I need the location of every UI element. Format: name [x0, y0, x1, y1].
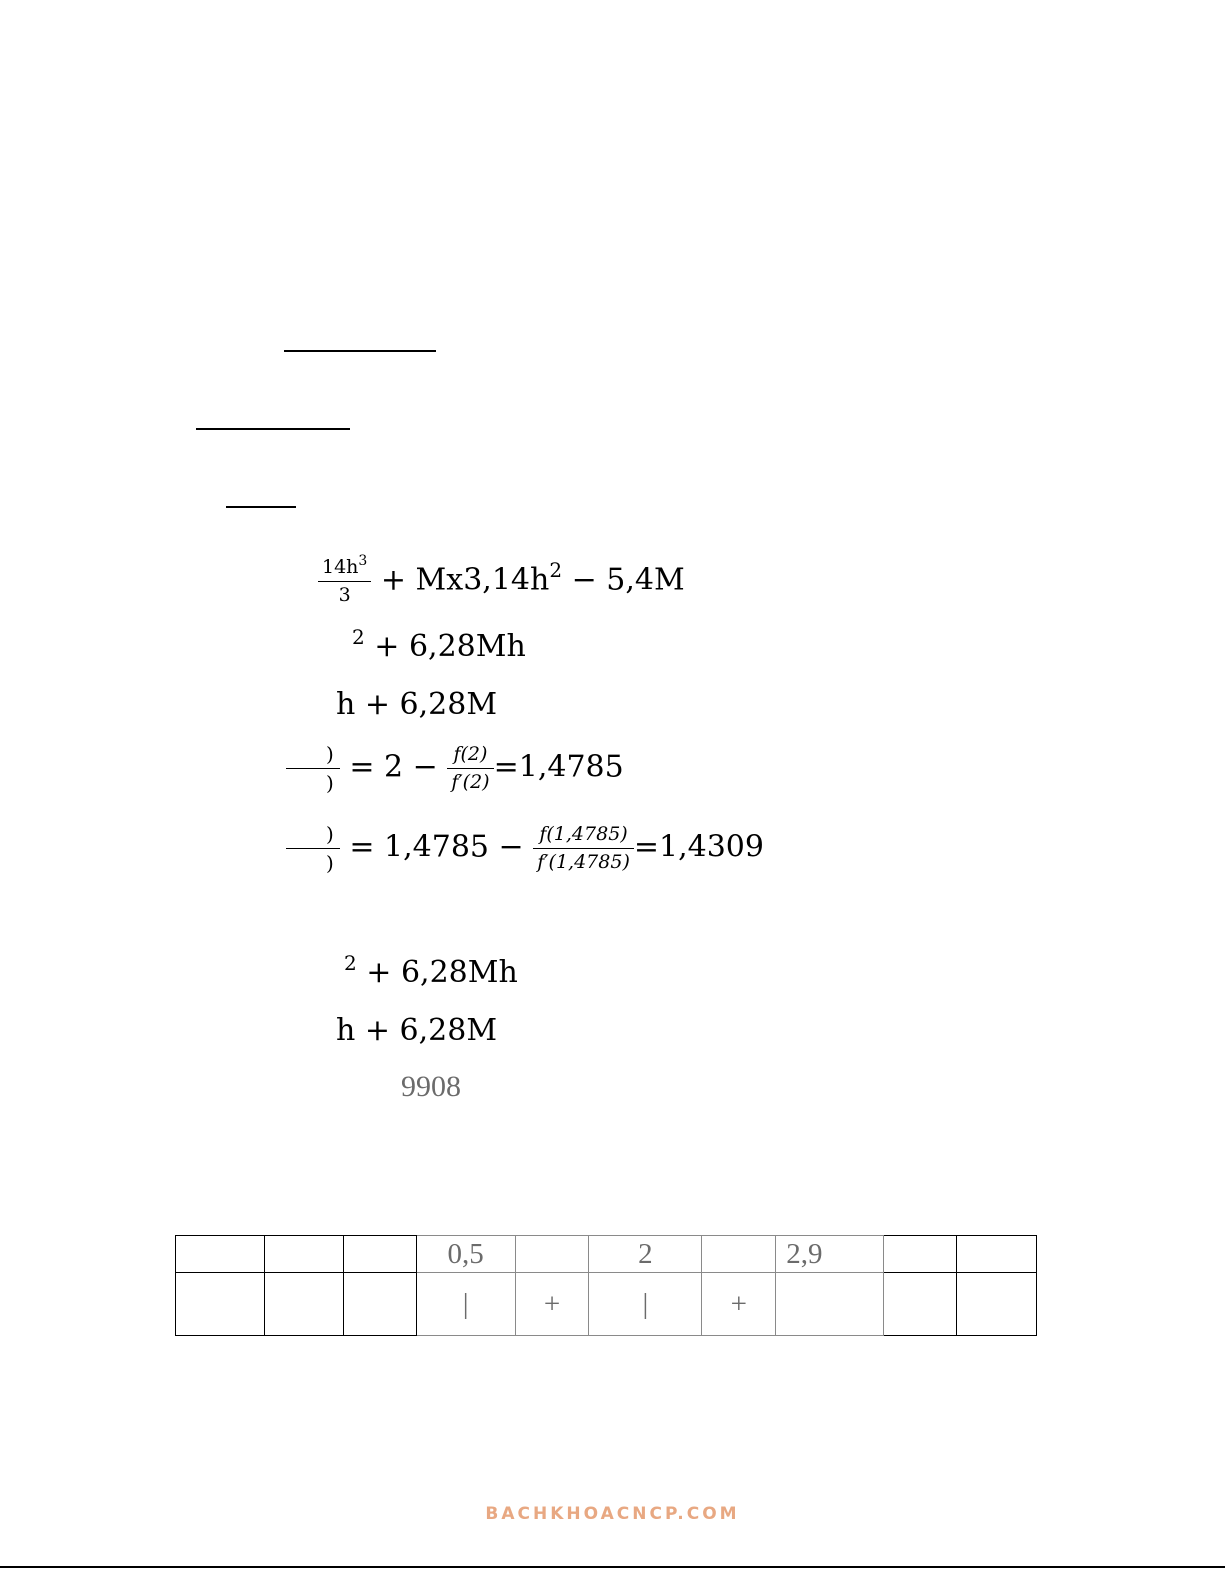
- table-row: [176, 1273, 1037, 1336]
- equation-f: $\frac{14h^3}{3}$ + $Mx3,14h^2 - 5,4M$: [318, 556, 685, 607]
- blank-line-3: [226, 506, 296, 508]
- table-row: [176, 1236, 1037, 1273]
- table-cell: [176, 1273, 265, 1336]
- equation-iteration-1: $\frac{)}{)}$ = 2 − $\frac{f(2)}{f'(2)}$ =1,4785: [286, 742, 624, 795]
- blank-line-2: [196, 428, 350, 430]
- footer-watermark: BACHKHOACNCP.COM: [485, 1504, 740, 1524]
- equation-iteration-2: $\frac{)}{)}$ = 1,4785 − $\frac{f(1,4785)}{f'(1,4785)}$ =1,4309: [286, 822, 764, 875]
- newton-fraction: $\frac{f(2)}{f'(2)}$: [447, 743, 493, 794]
- table-cell: [776, 1273, 884, 1336]
- table-cell: [702, 1236, 776, 1273]
- table-cell: 2,9: [776, 1236, 884, 1273]
- table-cell: |: [589, 1273, 702, 1336]
- table-cell: 2: [589, 1236, 702, 1273]
- equation-fsecond: h + 6,28M: [336, 687, 498, 722]
- table-cell: +: [515, 1273, 589, 1336]
- table-cell: [176, 1236, 265, 1273]
- table-cell: [957, 1236, 1037, 1273]
- value-9908: 9908: [401, 1070, 461, 1103]
- table-cell: [957, 1273, 1037, 1336]
- table-cell: [264, 1273, 343, 1336]
- equation-fsecond-2: h + 6,28M: [336, 1013, 498, 1048]
- left-fraction: $\frac{)}{)}$: [286, 822, 340, 875]
- table-cell: |: [416, 1273, 515, 1336]
- sign-table: [175, 1235, 1037, 1336]
- equation-fprime: $^2$ + 6,28Mh: [352, 625, 526, 664]
- table-cell: [343, 1273, 416, 1336]
- blank-line-1: [284, 350, 436, 352]
- left-fraction: $\frac{)}{)}$: [286, 742, 340, 795]
- table-cell: 0,5: [416, 1236, 515, 1273]
- table-cell: [515, 1236, 589, 1273]
- page-bottom-divider: [0, 1566, 1225, 1568]
- table-cell: [884, 1236, 957, 1273]
- table-cell: +: [702, 1273, 776, 1336]
- table-cell: [343, 1236, 416, 1273]
- table-cell: [884, 1273, 957, 1336]
- equation-fprime-2: $^2$ + 6,28Mh: [344, 951, 518, 990]
- fraction: $\frac{14h^3}{3}$: [318, 556, 371, 607]
- table-cell: [264, 1236, 343, 1273]
- newton-fraction: $\frac{f(1,4785)}{f'(1,4785)}$: [533, 823, 634, 874]
